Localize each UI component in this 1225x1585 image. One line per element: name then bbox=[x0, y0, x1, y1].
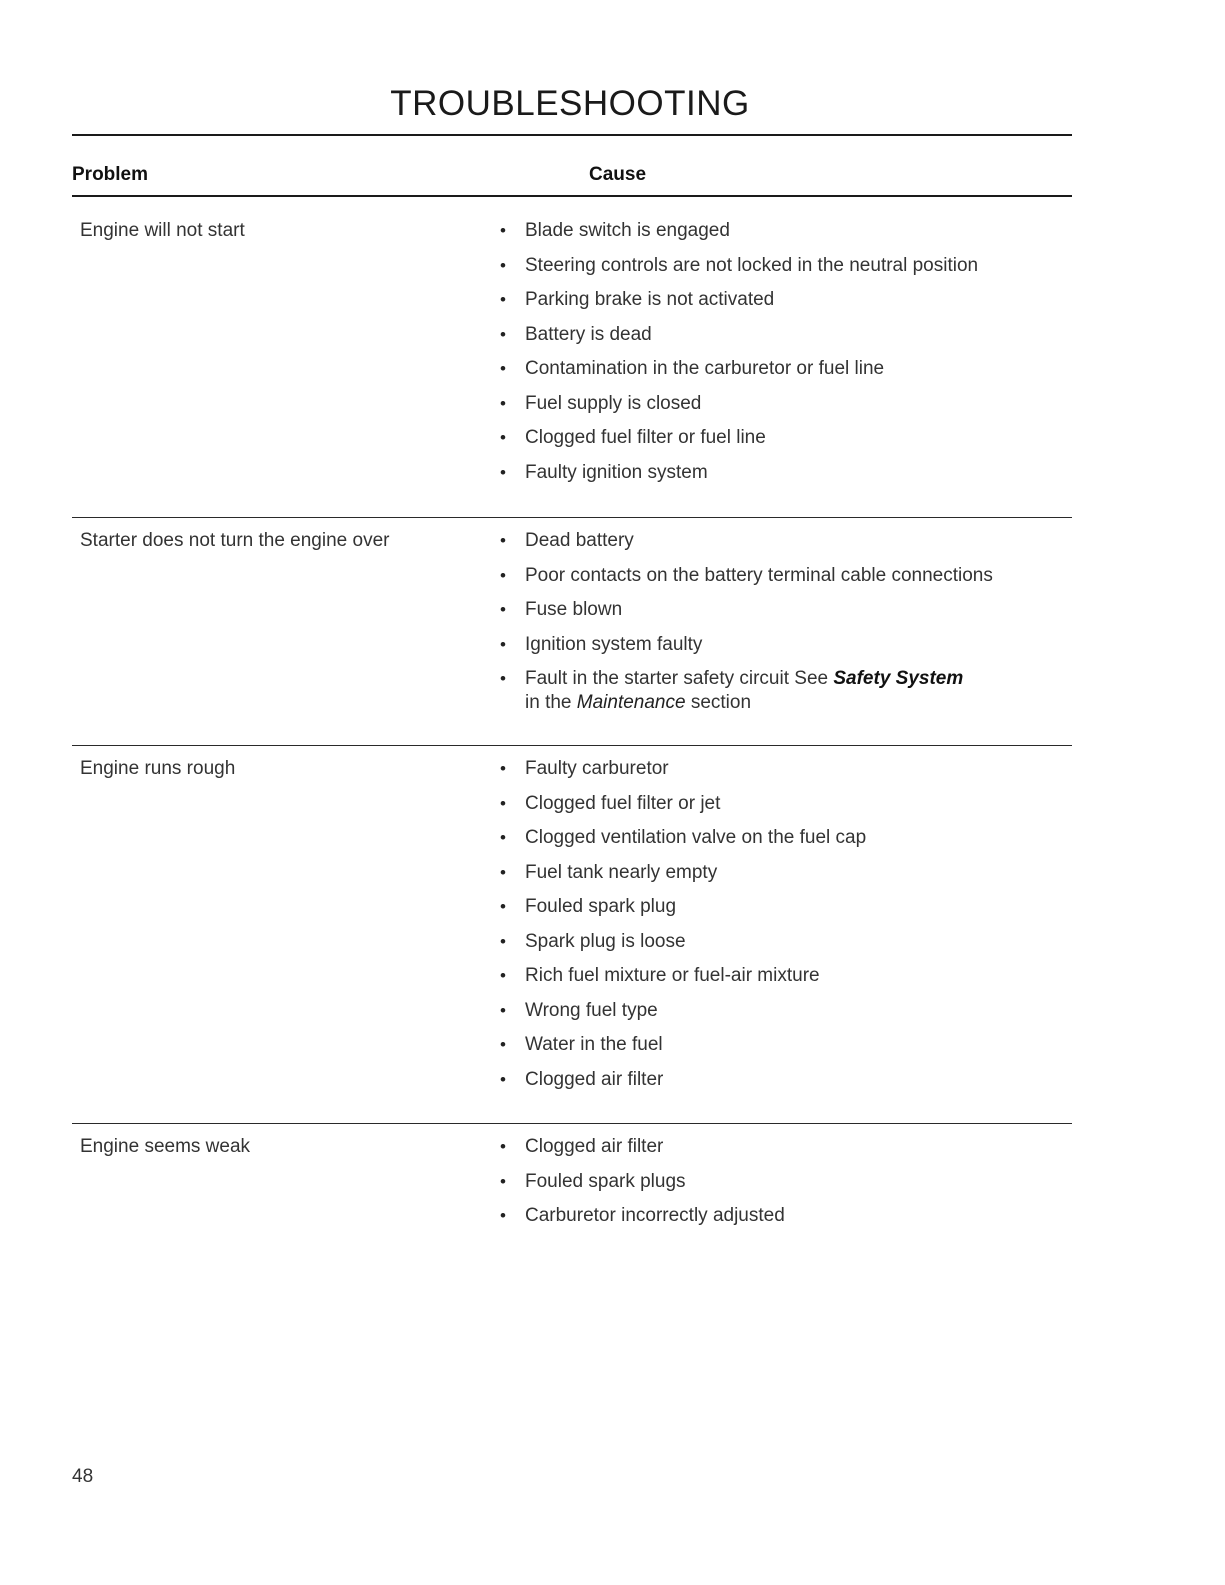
bullet-icon: • bbox=[500, 531, 506, 550]
column-header-problem: Problem bbox=[72, 164, 149, 185]
list-item: • Parking brake is not activated bbox=[500, 289, 775, 310]
list-item: • Carburetor incorrectly adjusted bbox=[500, 1205, 785, 1226]
list-item: • Dead battery bbox=[500, 530, 634, 551]
cause-list bbox=[500, 529, 993, 726]
bullet-icon: • bbox=[500, 1206, 506, 1225]
list-item: • Ignition system faulty bbox=[500, 633, 703, 655]
bullet-icon: • bbox=[500, 565, 506, 585]
bullet-icon: • bbox=[500, 759, 506, 778]
cause-list bbox=[500, 219, 978, 495]
list-item: • Spark plug is loose bbox=[500, 930, 686, 952]
list-item: • Fouled spark plug bbox=[500, 896, 677, 917]
row-divider bbox=[72, 1123, 1072, 1124]
bullet-icon: • bbox=[500, 1171, 506, 1191]
bullet-icon: • bbox=[500, 359, 506, 378]
bullet-icon: • bbox=[500, 1069, 506, 1089]
bullet-icon: • bbox=[500, 221, 506, 240]
list-item: • Clogged air filter bbox=[500, 1136, 664, 1157]
page-number: 48 bbox=[72, 1466, 94, 1487]
bullet-icon: • bbox=[500, 828, 506, 847]
bullet-icon: • bbox=[500, 862, 506, 882]
row-divider bbox=[72, 517, 1072, 518]
cause-list bbox=[500, 1135, 785, 1239]
bullet-icon: • bbox=[500, 897, 506, 916]
list-item: • Fuel supply is closed bbox=[500, 392, 702, 414]
list-item: • Fault in the starter safety circuit See Safety System in the Maintenance section bbox=[500, 668, 964, 713]
list-item: • Water in the fuel bbox=[500, 1034, 663, 1055]
bullet-icon: • bbox=[500, 634, 506, 654]
list-item: • Fuse blown bbox=[500, 599, 623, 620]
list-item: • Contamination in the carburetor or fuel line bbox=[500, 358, 885, 379]
list-item: • Clogged fuel filter or fuel line bbox=[500, 427, 766, 448]
page-title: TROUBLESHOOTING bbox=[390, 84, 750, 123]
row-divider bbox=[72, 745, 1072, 746]
list-item: • Fouled spark plugs bbox=[500, 1170, 686, 1192]
bullet-icon: • bbox=[500, 393, 506, 413]
problem-label: Engine will not start bbox=[80, 220, 245, 241]
bullet-icon: • bbox=[500, 1035, 506, 1054]
problem-label: Engine seems weak bbox=[80, 1136, 251, 1157]
bullet-icon: • bbox=[500, 462, 506, 482]
safety-system-reference: Safety System bbox=[833, 668, 964, 689]
list-item: • Clogged fuel filter or jet bbox=[500, 792, 721, 814]
column-header-cause: Cause bbox=[589, 164, 647, 185]
list-item: • Fuel tank nearly empty bbox=[500, 861, 718, 883]
list-item: • Wrong fuel type bbox=[500, 999, 658, 1021]
bullet-icon: • bbox=[500, 1137, 506, 1156]
bullet-icon: • bbox=[500, 931, 506, 951]
bullet-icon: • bbox=[500, 669, 506, 688]
list-item: • Battery is dead bbox=[500, 323, 652, 345]
list-item: • Steering controls are not locked in the neutral position bbox=[500, 254, 979, 276]
bullet-icon: • bbox=[500, 793, 506, 813]
list-item: • Rich fuel mixture or fuel-air mixture bbox=[500, 965, 820, 986]
list-item: • Poor contacts on the battery terminal cable connections bbox=[500, 564, 993, 586]
bullet-icon: • bbox=[500, 290, 506, 309]
bullet-icon: • bbox=[500, 966, 506, 985]
header-divider bbox=[72, 195, 1072, 197]
list-item: • Clogged air filter bbox=[500, 1068, 664, 1090]
list-item: • Faulty carburetor bbox=[500, 758, 669, 779]
bullet-icon: • bbox=[500, 428, 506, 447]
problem-label: Starter does not turn the engine over bbox=[80, 530, 390, 551]
list-item: • Clogged ventilation valve on the fuel cap bbox=[500, 827, 867, 848]
bullet-icon: • bbox=[500, 600, 506, 619]
bullet-icon: • bbox=[500, 324, 506, 344]
title-divider bbox=[72, 134, 1072, 136]
list-item: • Faulty ignition system bbox=[500, 461, 708, 483]
list-item: • Blade switch is engaged bbox=[500, 220, 730, 241]
maintenance-reference: Maintenance bbox=[576, 692, 686, 713]
problem-label: Engine runs rough bbox=[80, 758, 236, 779]
bullet-icon: • bbox=[500, 1000, 506, 1020]
cause-list bbox=[500, 757, 866, 1102]
bullet-icon: • bbox=[500, 255, 506, 275]
